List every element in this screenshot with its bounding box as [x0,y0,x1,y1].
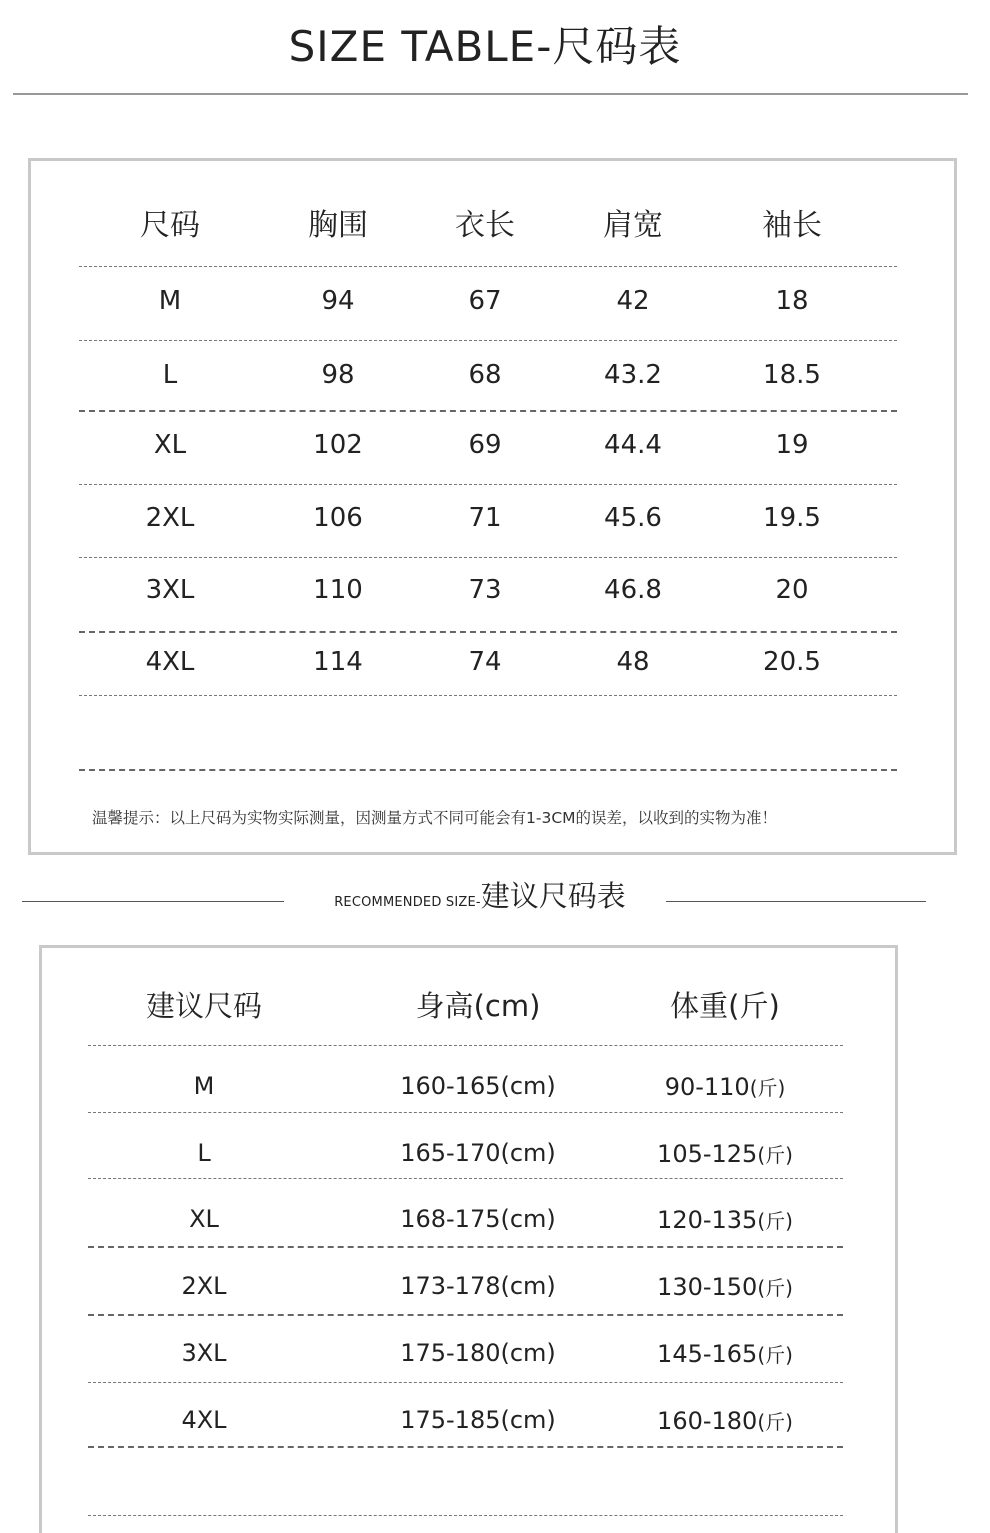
size-cell: 114 [313,647,363,677]
recommended-weight-unit: (斤) [757,1276,793,1300]
size-cell: 43.2 [604,360,662,390]
size-row-divider [79,340,897,341]
size-cell: 45.6 [604,503,662,533]
size-cell: 42 [616,286,650,316]
size-cell: M [158,286,182,316]
size-cell: 67 [468,286,502,316]
size-cell: 19.5 [763,503,821,533]
size-cell: 2XL [145,503,195,533]
size-header-0: 尺码 [140,208,200,243]
recommended-height: 175-185(cm) [400,1406,556,1434]
recommended-weight-unit: (斤) [757,1343,793,1367]
recommended-weight [625,1406,825,1435]
recommended-header-1: 身高(cm) [415,989,541,1023]
size-cell: 102 [313,430,363,460]
section-divider-right [666,901,926,902]
recommended-table-box [39,945,898,1533]
recommended-height: 160-165(cm) [400,1072,556,1100]
recommended-size: XL [189,1205,219,1233]
size-cell: 106 [313,503,363,533]
size-cell: 74 [468,647,502,677]
size-header-2: 衣长 [455,208,515,243]
size-row-divider [79,769,897,771]
recommended-weight-unit: (斤) [757,1143,793,1167]
recommended-size: 2XL [181,1272,227,1300]
recommended-section-title [290,874,670,915]
size-cell: 48 [616,647,650,677]
recommended-row-divider [88,1246,843,1248]
recommended-weight-unit: (斤) [757,1209,793,1233]
recommended-size: M [193,1072,215,1100]
recommended-row-divider [88,1382,843,1383]
size-cell: 69 [468,430,502,460]
size-cell: 4XL [145,647,195,677]
size-header-4: 袖长 [762,208,822,243]
recommended-row-divider [88,1178,843,1179]
size-cell: 44.4 [604,430,662,460]
recommended-height: 168-175(cm) [400,1205,556,1233]
size-cell: 18.5 [763,360,821,390]
size-cell: L [162,360,178,390]
measurement-note: 温馨提示：以上尺码为实物实际测量，因测量方式不同可能会有1-3CM的误差，以收到的实物为准！ [92,809,778,827]
recommended-weight [625,1205,825,1234]
size-cell: 20.5 [763,647,821,677]
recommended-row-divider [88,1446,843,1448]
size-cell: XL [153,430,187,460]
size-row-divider [79,484,897,485]
recommended-size: 4XL [181,1406,227,1434]
size-cell: 68 [468,360,502,390]
size-row-divider [79,695,897,696]
recommended-weight-unit: (斤) [749,1076,786,1100]
recommended-weight [625,1272,825,1301]
page-title: SIZE TABLE-尺码表 [288,22,682,71]
size-cell: 18 [775,286,809,316]
size-cell: 98 [321,360,355,390]
recommended-header-2: 体重(斤) [670,989,780,1023]
size-row-divider [79,266,897,267]
size-row-divider [79,410,897,412]
recommended-size: L [197,1139,211,1167]
size-header-3: 肩宽 [603,208,663,243]
recommended-weight-value: 120-135 [657,1206,758,1234]
size-cell: 110 [313,575,363,605]
section-divider-left [22,901,284,902]
recommended-weight-value: 105-125 [657,1140,758,1168]
size-header-1: 胸围 [308,208,368,243]
recommended-row-divider [88,1112,843,1113]
size-row-divider [79,631,897,633]
recommended-weight-unit: (斤) [757,1410,793,1434]
recommended-height: 175-180(cm) [400,1339,556,1367]
recommended-weight-value: 90-110 [664,1073,750,1101]
recommended-weight [625,1339,825,1368]
recommended-height: 173-178(cm) [400,1272,556,1300]
size-cell: 94 [321,286,355,316]
recommended-height: 165-170(cm) [400,1139,556,1167]
size-cell: 46.8 [604,575,662,605]
recommended-size: 3XL [181,1339,227,1367]
recommended-weight-value: 145-165 [657,1340,758,1368]
recommended-title-cn: 建议尺码表 [480,879,626,913]
size-row-divider [79,557,897,558]
recommended-weight-value: 130-150 [657,1273,758,1301]
recommended-row-divider [88,1314,843,1316]
recommended-row-divider [88,1045,843,1046]
recommended-weight [625,1072,825,1101]
size-cell: 3XL [145,575,195,605]
recommended-weight [625,1139,825,1168]
size-cell: 73 [468,575,502,605]
size-cell: 19 [775,430,809,460]
recommended-title-en: RECOMMENDED SIZE- [334,895,481,910]
recommended-header-0: 建议尺码 [145,989,262,1023]
size-cell: 20 [775,575,809,605]
size-cell: 71 [468,503,502,533]
title-divider [13,93,968,95]
recommended-weight-value: 160-180 [657,1407,758,1435]
recommended-row-divider [88,1515,843,1516]
